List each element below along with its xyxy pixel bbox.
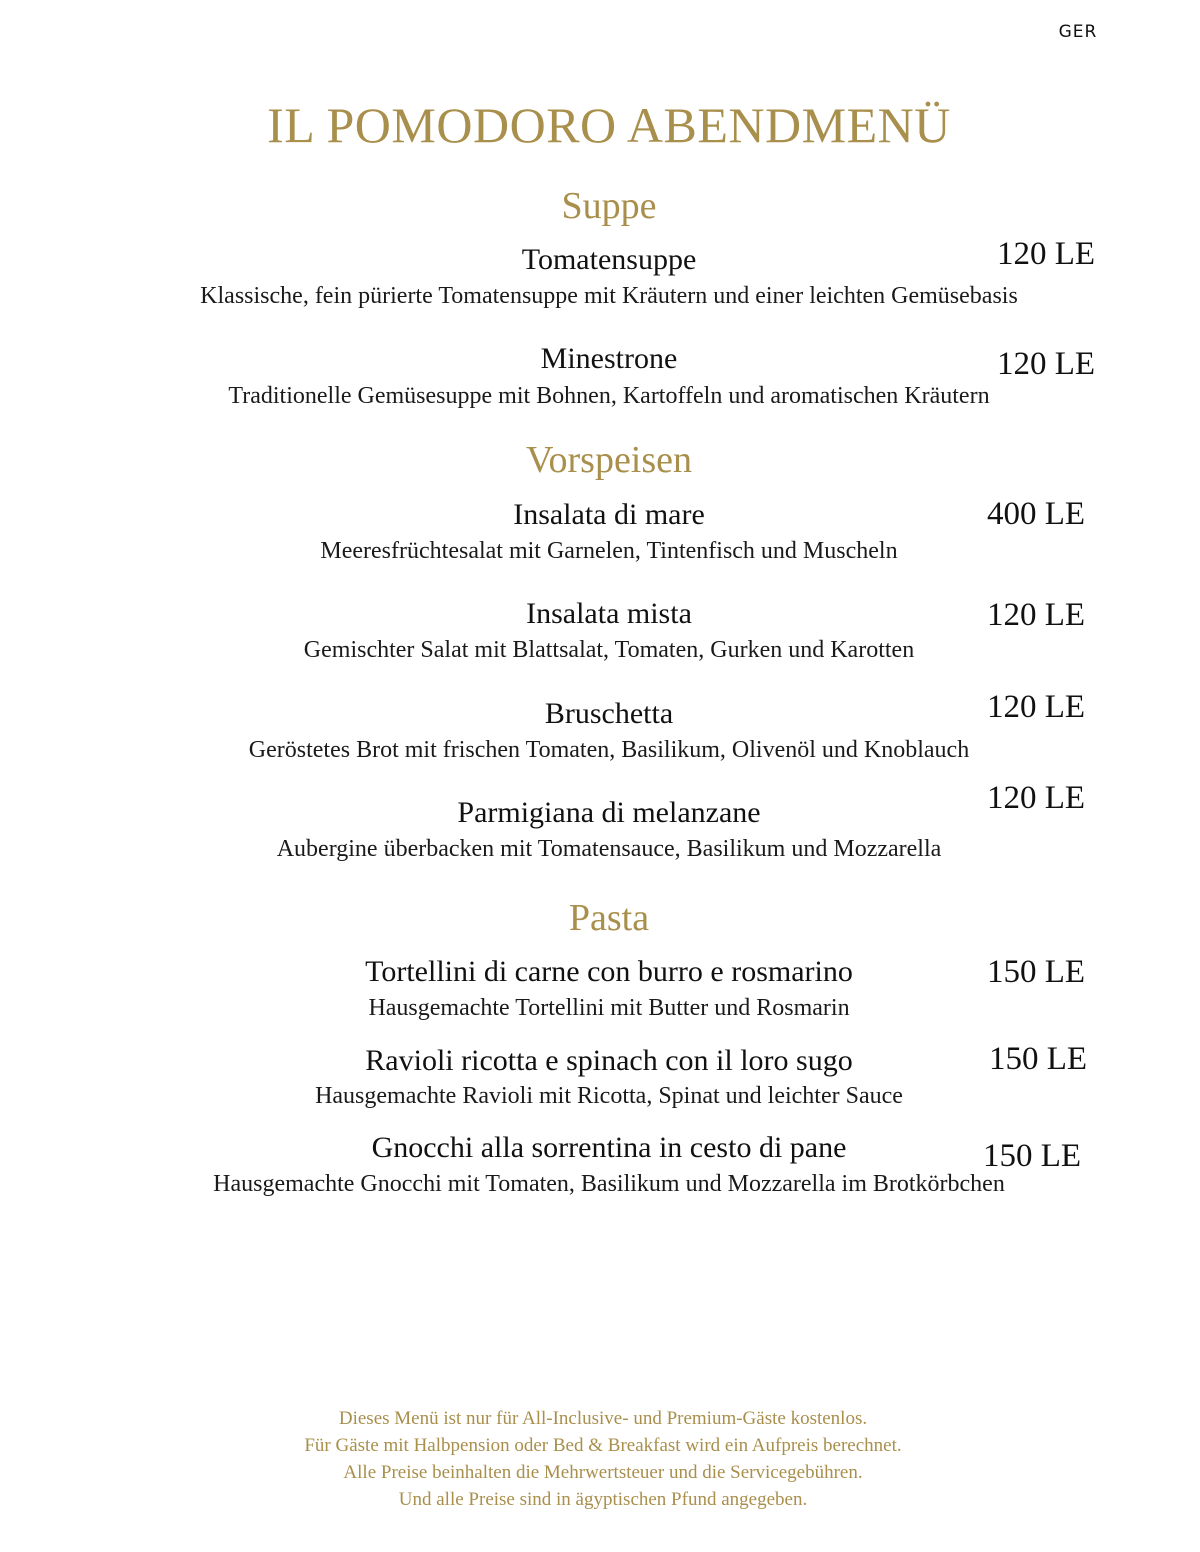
section-heading-suppe: Suppe: [561, 185, 657, 227]
dish-description: Hausgemachte Gnocchi mit Tomaten, Basilikum und Mozzarella im Brotkörbchen: [213, 1171, 1005, 1197]
footer-line: Dieses Menü ist nur für All-Inclusive- und Premium-Gäste kostenlos.: [338, 1408, 868, 1429]
dish-description: Geröstetes Brot mit frischen Tomaten, Basilikum, Olivenöl und Knoblauch: [248, 737, 970, 763]
dish-price: 120 LE: [996, 236, 1096, 272]
dish-description: Gemischter Salat mit Blattsalat, Tomaten, Gurken und Karotten: [303, 637, 915, 663]
section-heading-pasta: Pasta: [568, 897, 650, 939]
dish-name: Gnocchi alla sorrentina in cesto di pane: [371, 1131, 847, 1164]
dish-name: Parmigiana di melanzane: [457, 796, 761, 829]
dish-price: 120 LE: [986, 780, 1086, 816]
dish-name: Minestrone: [540, 342, 678, 375]
dish-price: 150 LE: [982, 1138, 1082, 1174]
dish-price: 120 LE: [986, 597, 1086, 633]
dish-name: Insalata di mare: [513, 498, 705, 531]
dish-price: 120 LE: [986, 689, 1086, 725]
dish-name: Bruschetta: [544, 697, 674, 730]
section-heading-vorspeisen: Vorspeisen: [525, 439, 693, 481]
dish-price: 150 LE: [988, 1041, 1088, 1077]
dish-price: 120 LE: [996, 346, 1096, 382]
dish-description: Traditionelle Gemüsesuppe mit Bohnen, Kartoffeln und aromatischen Kräutern: [228, 383, 990, 409]
dish-description: Hausgemachte Ravioli mit Ricotta, Spinat und leichter Sauce: [315, 1083, 903, 1109]
language-label: GER: [1058, 22, 1098, 42]
dish-description: Aubergine überbacken mit Tomatensauce, Basilikum und Mozzarella: [276, 836, 942, 862]
footer-line: Alle Preise beinhalten die Mehrwertsteuer und die Servicegebühren.: [343, 1462, 863, 1483]
dish-price: 150 LE: [986, 954, 1086, 990]
dish-name: Insalata mista: [526, 597, 692, 630]
menu-title: IL POMODORO ABENDMENÜ: [267, 97, 951, 153]
dish-description: Klassische, fein pürierte Tomatensuppe mit Kräutern und einer leichten Gemüsebasis: [200, 283, 1018, 309]
footer-notes: [0, 1405, 1200, 1513]
dish-description: Hausgemachte Tortellini mit Butter und Rosmarin: [368, 995, 850, 1021]
dish-name: Tomatensuppe: [521, 243, 697, 276]
dish-description: Meeresfrüchtesalat mit Garnelen, Tintenfisch und Muscheln: [320, 538, 898, 564]
footer-line: Für Gäste mit Halbpension oder Bed & Breakfast wird ein Aufpreis berechnet.: [304, 1435, 902, 1456]
footer-line: Und alle Preise sind in ägyptischen Pfund angegeben.: [398, 1489, 808, 1510]
dish-name: Ravioli ricotta e spinach con il loro sugo: [365, 1044, 853, 1077]
dish-price: 400 LE: [986, 496, 1086, 532]
dish-name: Tortellini di carne con burro e rosmarino: [365, 955, 853, 988]
